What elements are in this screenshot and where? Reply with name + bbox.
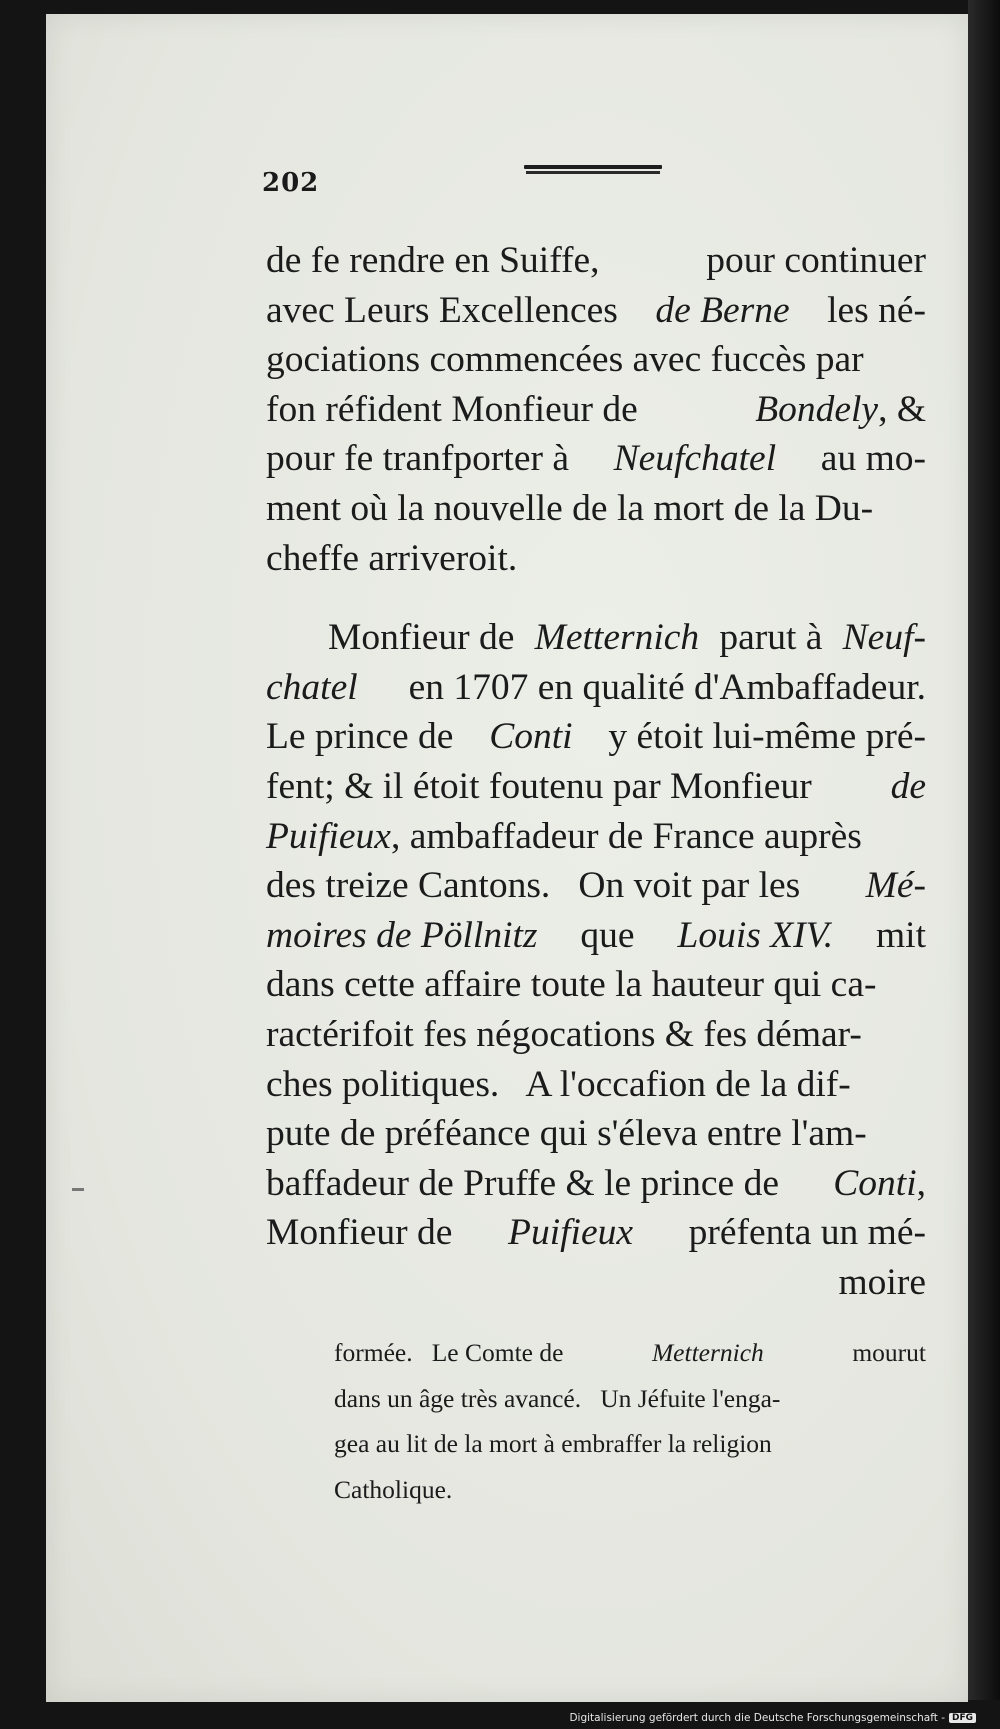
dfg-logo-icon: DFG: [949, 1713, 976, 1723]
body-text: [266, 236, 926, 1307]
text-line: Monfieur de Puifieux préfenta un mé-: [266, 1212, 926, 1254]
text-line: de fe rendre en Suiffe, pour continuer: [266, 240, 926, 281]
text-line: avec Leurs Excellences de Berne les né-: [266, 289, 926, 331]
text-line: Puifieux, ambaffadeur de France auprès: [266, 815, 862, 857]
funding-footer: [569, 1712, 976, 1724]
footnote-line: Catholique.: [334, 1474, 453, 1504]
text-line: fon réfident Monfieur de Bondely, &: [266, 388, 926, 430]
text-line: pute de préféance qui s'éleva entre l'am-: [266, 1113, 867, 1155]
text-line: ment où la nouvelle de la mort de la Du-: [266, 487, 874, 529]
footnote-line: gea au lit de la mort à embraffer la religion: [334, 1429, 772, 1458]
header-ornament: [524, 165, 662, 175]
catchword: moire: [838, 1261, 926, 1303]
text-line: Monfieur de Metternich parut à Neuf-: [328, 617, 926, 659]
footer-text: Digitalisierung gefördert durch die Deutsche Forschungsgemeinschaft -: [569, 1712, 945, 1724]
text-line: chatel en 1707 en qualité d'Ambaffadeur.: [266, 666, 926, 708]
footnote: [334, 1330, 926, 1512]
text-line: ches politiques. A l'occafion de la dif-: [266, 1063, 851, 1105]
text-line: gociations commencées avec fuccès par: [266, 339, 864, 381]
text-line: dans cette affaire toute la hauteur qui ca-: [266, 964, 877, 1006]
text-line: Le prince de Conti y étoit lui-même pré-: [266, 716, 926, 758]
text-line: ractérifoit fes négocations & fes démar-: [266, 1013, 862, 1055]
text-line: pour fe tranfporter à Neufchatel au mo-: [266, 438, 926, 480]
text-line: cheffe arriveroit.: [266, 537, 518, 579]
margin-mark: [72, 1188, 84, 1191]
text-line: baffadeur de Pruffe & le prince de Conti,: [266, 1162, 926, 1204]
text-line: des treize Cantons. On voit par les Mé-: [266, 865, 926, 907]
footnote-line: dans un âge très avancé. Un Jéfuite l'enga-: [334, 1383, 781, 1413]
text-line: moires de Pöllnitz que Louis XIV. mit: [266, 914, 926, 956]
book-edge: [968, 0, 1000, 1700]
footnote-line: formée. Le Comte de Metternich mourut: [334, 1338, 926, 1367]
page-number: 202: [262, 168, 320, 198]
text-line: fent; & il étoit foutenu par Monfieur de: [266, 765, 926, 807]
